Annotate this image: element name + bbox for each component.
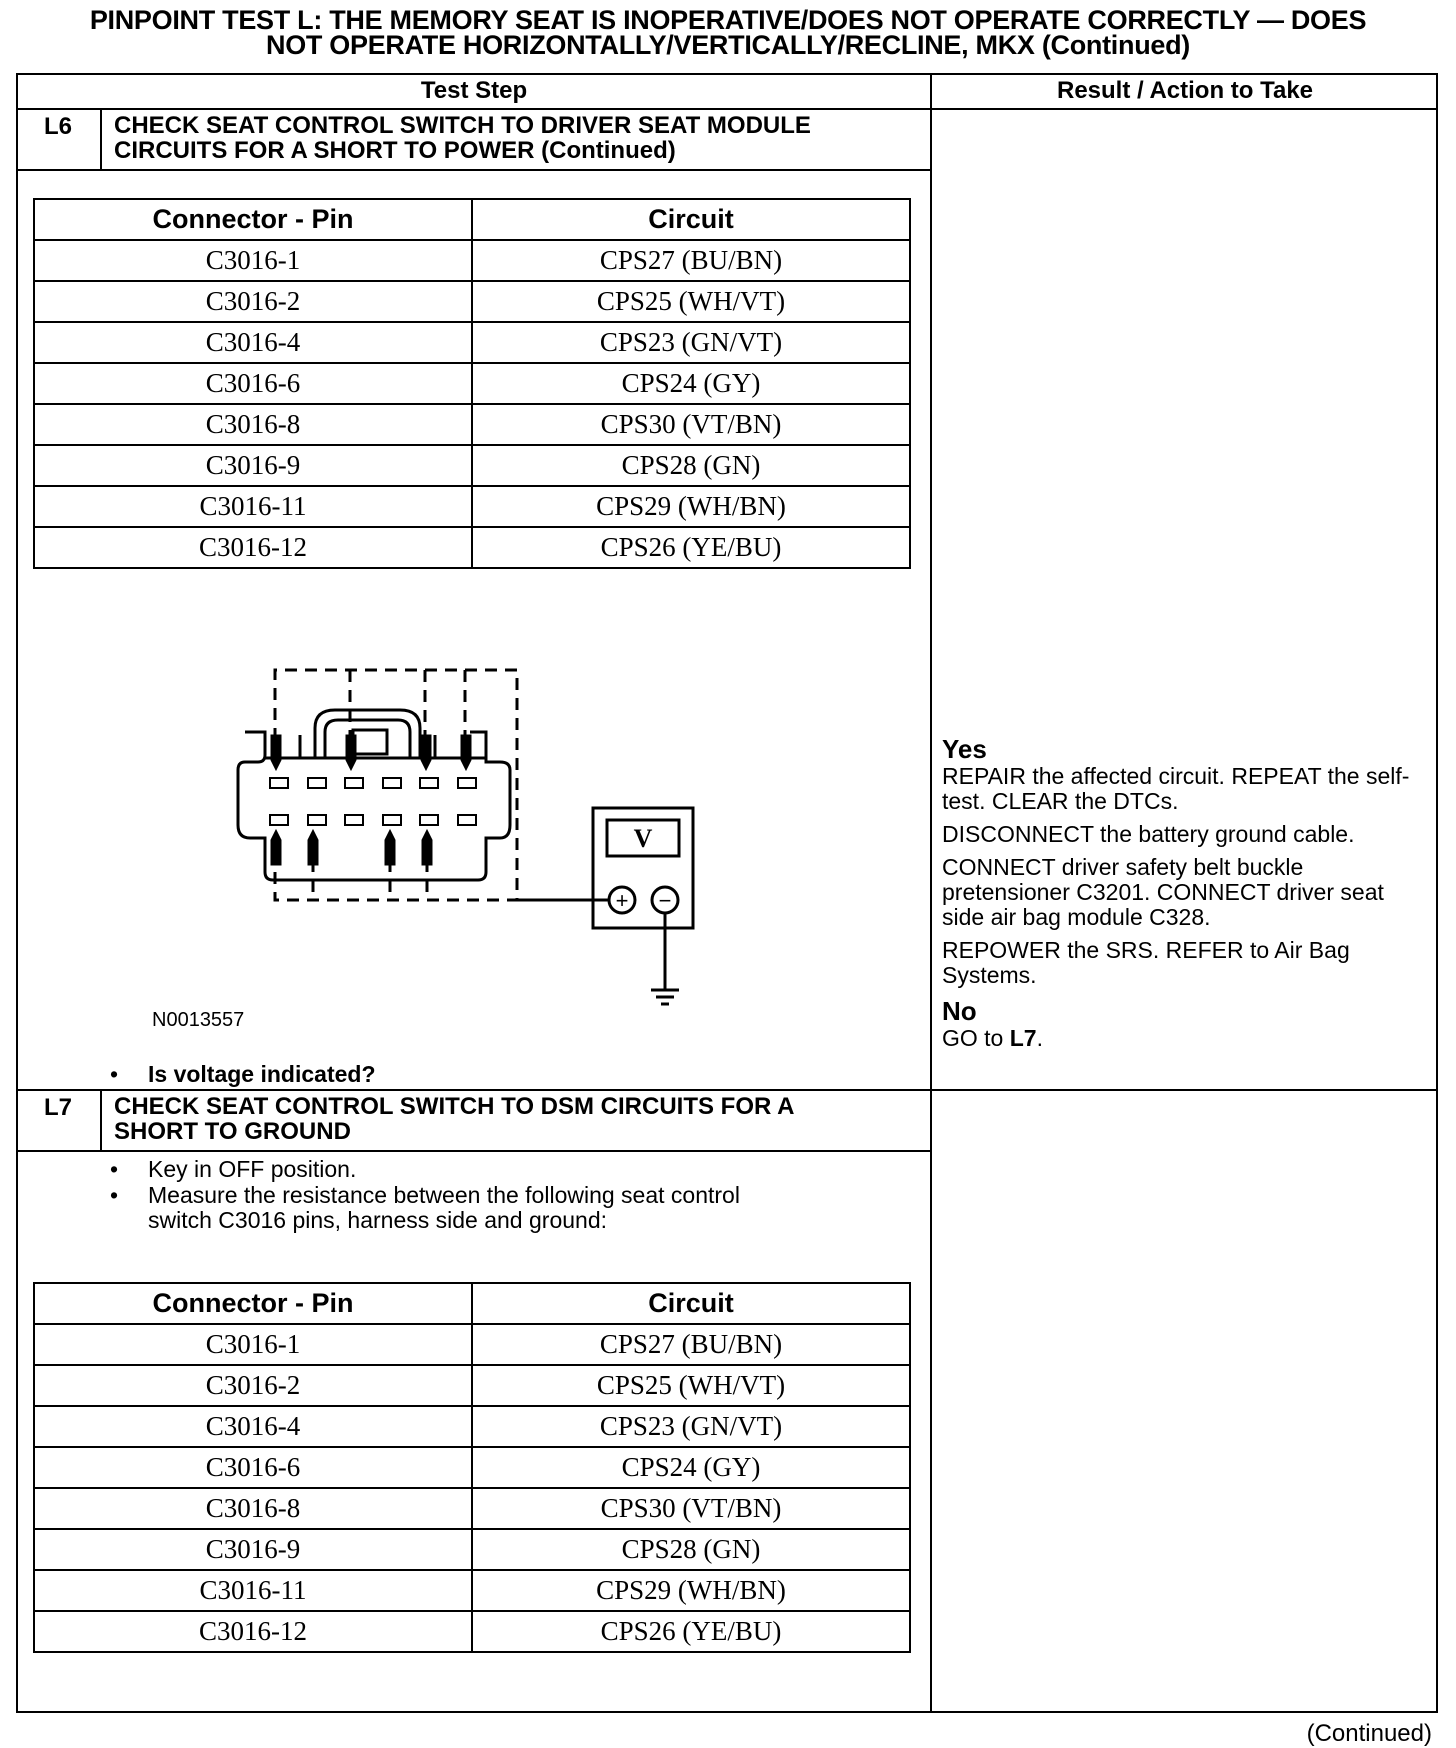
- cell-circuit: CPS24 (GY): [472, 363, 910, 404]
- cell-circuit: CPS24 (GY): [472, 1447, 910, 1488]
- cell-circuit: CPS23 (GN/VT): [472, 322, 910, 363]
- column-header-circuit: Circuit: [472, 199, 910, 240]
- probe-tip: [421, 735, 431, 770]
- step-title-divider: [16, 1150, 932, 1152]
- cell-pin: C3016-2: [34, 1365, 472, 1406]
- figure-number: N0013557: [152, 1009, 245, 1031]
- title-line-2: NOT OPERATE HORIZONTALLY/VERTICALLY/RECLINE, MKX (Continued): [266, 30, 1190, 60]
- probe-tip: [346, 735, 356, 770]
- cell-pin: C3016-6: [34, 363, 472, 404]
- step-title-l7: [114, 1094, 794, 1144]
- cell-circuit: CPS30 (VT/BN): [472, 1488, 910, 1529]
- step-title-l6-line2: CIRCUITS FOR A SHORT TO POWER (Continued): [114, 137, 676, 164]
- probe-tip: [271, 735, 281, 770]
- cell-circuit: CPS29 (WH/BN): [472, 1570, 910, 1611]
- pin-cavity: [270, 778, 288, 788]
- step-number-l6: L6: [44, 113, 73, 140]
- column-header-connector-pin: Connector - Pin: [34, 199, 472, 240]
- cell-pin: C3016-8: [34, 1488, 472, 1529]
- pin-cavity: [420, 815, 438, 825]
- go-to-link[interactable]: L7: [1009, 1025, 1037, 1051]
- connector-pin-table-l7: [33, 1282, 911, 1653]
- table-row: [34, 1406, 910, 1447]
- table-row: [34, 1570, 910, 1611]
- question-text: Is voltage indicated?: [148, 1061, 376, 1087]
- no-action-text: GO to: [942, 1025, 1010, 1051]
- probe-tip: [461, 735, 471, 770]
- cell-pin: C3016-1: [34, 1324, 472, 1365]
- cell-circuit: CPS27 (BU/BN): [472, 240, 910, 281]
- yes-action-1: REPAIR the affected circuit. REPEAT the self-test. CLEAR the DTCs.: [942, 763, 1410, 814]
- table-row: [34, 1488, 910, 1529]
- pin-cavity: [458, 815, 476, 825]
- instruction-bullet-2: [110, 1183, 910, 1235]
- yes-action-3: CONNECT driver safety belt buckle pretensioner C3201. CONNECT driver seat side air bag module C328.: [942, 854, 1384, 930]
- cell-pin: C3016-9: [34, 445, 472, 486]
- cell-pin: C3016-2: [34, 281, 472, 322]
- cell-circuit: CPS27 (BU/BN): [472, 1324, 910, 1365]
- result-l6: [942, 734, 1432, 1051]
- column-header-circuit: Circuit: [472, 1283, 910, 1324]
- plus-sign: +: [615, 888, 629, 913]
- instruction-text-line2: switch C3016 pins, harness side and ground:: [148, 1207, 608, 1233]
- connector-latch-inner: [325, 720, 410, 758]
- cell-pin: C3016-4: [34, 1406, 472, 1447]
- pin-cavity: [345, 815, 363, 825]
- pin-cavity: [308, 815, 326, 825]
- probe-tip: [308, 830, 318, 865]
- step-title-l7-line1: CHECK SEAT CONTROL SWITCH TO DSM CIRCUITS FOR A: [114, 1093, 795, 1120]
- cell-circuit: CPS30 (VT/BN): [472, 404, 910, 445]
- instruction-text: Key in OFF position.: [148, 1156, 357, 1182]
- cell-circuit: CPS26 (YE/BU): [472, 527, 910, 568]
- step-number-divider: [100, 1091, 102, 1151]
- cell-pin: C3016-9: [34, 1529, 472, 1570]
- cell-circuit: CPS25 (WH/VT): [472, 281, 910, 322]
- instruction-text-line1: Measure the resistance between the following seat control: [148, 1182, 740, 1208]
- table-row: [34, 1324, 910, 1365]
- cell-pin: C3016-11: [34, 1570, 472, 1611]
- probe-tip: [271, 830, 281, 865]
- pin-cavity: [383, 778, 401, 788]
- cell-pin: C3016-1: [34, 240, 472, 281]
- cell-circuit: CPS28 (GN): [472, 1529, 910, 1570]
- yes-action-2: DISCONNECT the battery ground cable.: [942, 821, 1355, 847]
- step-row-divider: [16, 1089, 1438, 1091]
- probe-tip: [385, 830, 395, 865]
- table-row: [34, 1529, 910, 1570]
- cell-pin: C3016-12: [34, 1611, 472, 1652]
- title-line-1: PINPOINT TEST L: THE MEMORY SEAT IS INOPERATIVE/DOES NOT OPERATE CORRECTLY — DOES: [89, 5, 1367, 35]
- bullet-dot: •: [110, 1182, 119, 1208]
- step-title-l7-line2: SHORT TO GROUND: [114, 1118, 351, 1145]
- cell-circuit: CPS28 (GN): [472, 445, 910, 486]
- pin-cavity: [270, 815, 288, 825]
- cell-circuit: CPS26 (YE/BU): [472, 1611, 910, 1652]
- cell-circuit: CPS29 (WH/BN): [472, 486, 910, 527]
- step-number-l7: L7: [44, 1094, 73, 1121]
- instruction-bullet-1: [110, 1157, 910, 1183]
- no-label: No: [942, 996, 977, 1026]
- cell-circuit: CPS23 (GN/VT): [472, 1406, 910, 1447]
- cell-pin: C3016-6: [34, 1447, 472, 1488]
- minus-sign: −: [658, 888, 672, 913]
- pin-cavity: [345, 778, 363, 788]
- table-row: [34, 1365, 910, 1406]
- yes-label: Yes: [942, 734, 987, 764]
- bullet-dot: •: [110, 1061, 119, 1087]
- bullet-dot: •: [110, 1156, 119, 1182]
- connector-latch-window: [353, 730, 387, 754]
- probe-tip: [422, 830, 432, 865]
- cell-pin: C3016-11: [34, 486, 472, 527]
- pin-cavity: [420, 778, 438, 788]
- yes-action-4: REPOWER the SRS. REFER to Air Bag Systems.: [942, 937, 1350, 988]
- cell-pin: C3016-12: [34, 527, 472, 568]
- table-header-row: [34, 1283, 910, 1324]
- column-header-connector-pin: Connector - Pin: [34, 1283, 472, 1324]
- table-row: [34, 1611, 910, 1652]
- cell-pin: C3016-4: [34, 322, 472, 363]
- header-result: Result / Action to Take: [1056, 77, 1314, 104]
- pin-cavity: [458, 778, 476, 788]
- continued-footer: (Continued): [1306, 1720, 1432, 1747]
- question-bullet: [110, 1062, 810, 1088]
- cell-circuit: CPS25 (WH/VT): [472, 1365, 910, 1406]
- table-row: [34, 1447, 910, 1488]
- pin-cavity: [308, 778, 326, 788]
- pin-cavity: [383, 815, 401, 825]
- voltmeter-label: V: [633, 824, 653, 853]
- no-action-period: .: [1036, 1025, 1043, 1051]
- connector-latch: [315, 710, 420, 758]
- cell-pin: C3016-8: [34, 404, 472, 445]
- header-test-step: Test Step: [420, 77, 528, 104]
- step-title-l6-line1: CHECK SEAT CONTROL SWITCH TO DRIVER SEAT MODULE: [114, 112, 811, 139]
- no-action: [942, 1026, 1432, 1051]
